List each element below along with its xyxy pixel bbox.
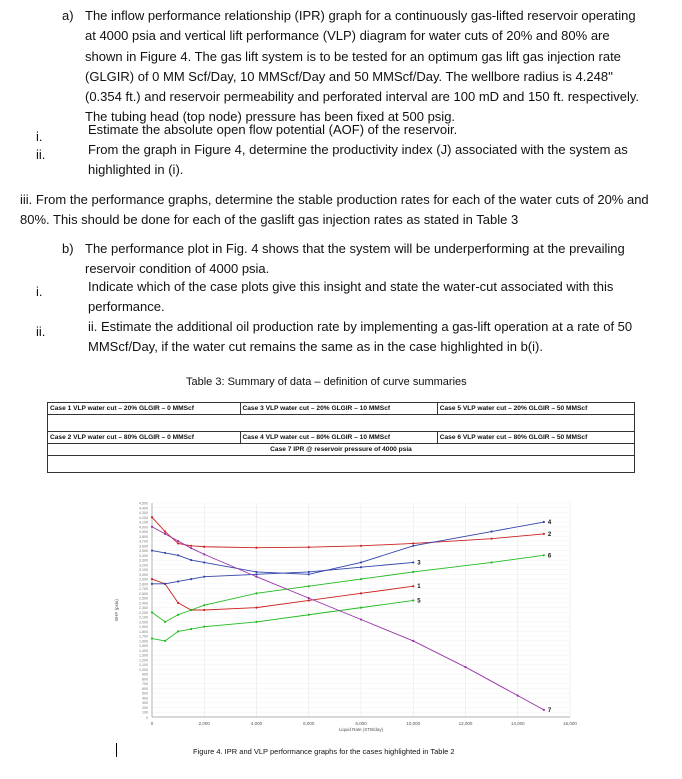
question-b-label: b) (62, 241, 74, 256)
data-point (190, 609, 192, 611)
data-point (360, 592, 362, 594)
data-point (543, 521, 545, 523)
y-tick-label: 1,600 (139, 639, 148, 644)
data-point (255, 576, 257, 578)
table-cell: Case 6 VLP water cut – 80% GLGIR – 50 MMScf (437, 432, 634, 444)
series-label-1: 1 (417, 584, 421, 591)
data-point (360, 618, 362, 620)
data-point (308, 597, 310, 599)
y-tick-label: 3,100 (139, 568, 148, 573)
question-a-iii-text: iii. From the performance graphs, determine the stable production rates for each of the water cuts of 20% and 80%. This should be done for each of the gaslift gas injection rates as stated in Table 3 (20, 192, 649, 228)
data-point (412, 599, 414, 601)
table-cell: Case 4 VLP water cut – 80% GLGIR – 10 MMScf (240, 432, 437, 444)
y-tick-label: 0 (146, 716, 148, 720)
series-label-4: 4 (547, 520, 552, 527)
y-tick-label: 3,900 (139, 530, 148, 535)
y-tick-label: 1,400 (139, 648, 148, 653)
x-axis-label: Liquid Rate (STB/day) (338, 727, 384, 732)
data-point (177, 540, 179, 542)
table-row (48, 456, 635, 473)
y-tick-label: 1,700 (139, 634, 148, 639)
data-point (255, 571, 257, 573)
y-tick-label: 4,500 (139, 501, 148, 506)
data-point (177, 602, 179, 604)
data-point (308, 614, 310, 616)
data-point (151, 549, 153, 551)
series-line-7 (152, 527, 544, 710)
y-tick-label: 1,900 (139, 625, 148, 630)
table-cell: Case 3 VLP water cut – 20% GLGIR – 10 MMScf (240, 403, 437, 415)
data-point (543, 709, 545, 711)
text-cursor (116, 743, 117, 757)
data-point (177, 554, 179, 556)
x-tick-label: 4,000 (250, 721, 263, 726)
y-tick-label: 300 (142, 701, 148, 706)
data-point (190, 559, 192, 561)
data-point (255, 607, 257, 609)
figure-caption: Figure 4. IPR and VLP performance graphs for the cases highlighted in Table 2 (193, 747, 455, 756)
data-point (464, 666, 466, 668)
data-point (190, 547, 192, 549)
question-a-ii-text: From the graph in Figure 4, determine the productivity index (J) associated with the system as highlighted in (i). (88, 142, 628, 178)
data-point (412, 545, 414, 547)
y-tick-label: 2,900 (139, 577, 148, 582)
y-tick-label: 2,400 (139, 601, 148, 606)
table-cell: Case 2 VLP water cut – 80% GLGIR – 0 MMScf (48, 432, 241, 444)
ipr-vlp-chart (110, 495, 580, 735)
data-point (164, 552, 166, 554)
y-tick-label: 200 (142, 705, 148, 710)
table-cell: Case 7 IPR @ reservoir pressure of 4000 psia (48, 444, 635, 456)
y-tick-label: 3,800 (139, 534, 148, 539)
series-label-7: 7 (547, 707, 552, 714)
data-point (203, 546, 205, 548)
data-point (177, 542, 179, 544)
y-tick-label: 2,100 (139, 615, 148, 620)
data-point (412, 640, 414, 642)
y-tick-label: 1,000 (139, 667, 148, 672)
data-point (203, 576, 205, 578)
data-point (543, 533, 545, 535)
question-b-i-text: Indicate which of the case plots give this insight and state the water-cut associated with this performance. (88, 279, 614, 315)
summary-table (47, 402, 635, 473)
series-label-6: 6 (547, 553, 552, 560)
y-tick-label: 4,200 (139, 515, 148, 520)
question-b-i-label: i. (36, 284, 43, 299)
data-point (151, 516, 153, 518)
question-b-text: The performance plot in Fig. 4 shows that the system will be underperforming at the prevailing reservoir condition of 4000 psia. (85, 241, 625, 277)
y-tick-label: 900 (142, 672, 148, 677)
y-tick-label: 3,600 (139, 544, 148, 549)
question-a-ii-label: ii. (36, 147, 46, 162)
table-row (48, 415, 635, 432)
data-point (190, 545, 192, 547)
table-row (48, 432, 635, 444)
y-tick-label: 3,300 (139, 558, 148, 563)
data-point (164, 621, 166, 623)
y-tick-label: 4,400 (139, 506, 148, 511)
data-point (308, 573, 310, 575)
y-tick-label: 2,500 (139, 596, 148, 601)
x-tick-label: 12,000 (458, 721, 473, 726)
data-point (517, 695, 519, 697)
y-tick-label: 400 (142, 696, 148, 701)
data-point (151, 637, 153, 639)
data-point (177, 630, 179, 632)
data-point (203, 553, 205, 555)
data-point (190, 578, 192, 580)
x-tick-label: 14,000 (510, 721, 525, 726)
data-point (412, 561, 414, 563)
question-a-i-text: Estimate the absolute open flow potential (AOF) of the reservoir. (88, 122, 458, 137)
series-label-3: 3 (417, 560, 421, 567)
data-point (203, 626, 205, 628)
data-point (360, 561, 362, 563)
y-tick-label: 800 (142, 677, 148, 682)
data-point (412, 571, 414, 573)
data-point (491, 530, 493, 532)
table-title: Table 3: Summary of data – definition of curve summaries (186, 376, 467, 388)
x-tick-label: 10,000 (406, 721, 421, 726)
data-point (491, 561, 493, 563)
question-a-text: The inflow performance relationship (IPR) graph for a continuously gas-lifted reservoir operating at 4000 psia and vertical lift performance (VLP) diagram for water cuts of 20% and 80% are shown in Figure 4. The gas lift system is to be tested for an optimum gas lift gas injection rate (GLGIR) of 0 MM Scf/Day, 10 MMScf/Day and 50 MMScf/Day. The wellbore radius is 4.248'' (0.354 ft.) and reservoir permeability and perforated interval are 100 mD and 150 ft. respectively. The tubing head (top node) pressure has been fixed at 500 psig. (85, 8, 639, 125)
series-line-4 (152, 522, 544, 574)
data-point (151, 526, 153, 528)
y-tick-label: 600 (142, 686, 148, 691)
data-point (151, 583, 153, 585)
x-tick-label: 0 (150, 721, 154, 726)
x-tick-label: 6,000 (303, 721, 315, 726)
y-tick-label: 2,300 (139, 606, 148, 611)
series-label-5: 5 (417, 598, 421, 605)
y-tick-label: 3,000 (139, 572, 148, 577)
question-a-i-label: i. (36, 129, 43, 144)
data-point (360, 566, 362, 568)
data-point (360, 607, 362, 609)
table-row (48, 403, 635, 415)
y-tick-label: 2,000 (139, 620, 148, 625)
question-b-ii-label: ii. (36, 324, 46, 339)
data-point (164, 533, 166, 535)
data-point (203, 609, 205, 611)
data-point (412, 542, 414, 544)
table-row (48, 444, 635, 456)
y-tick-label: 1,100 (139, 663, 148, 668)
y-tick-label: 500 (142, 691, 148, 696)
y-tick-label: 2,600 (139, 591, 148, 596)
data-point (255, 621, 257, 623)
data-point (255, 573, 257, 575)
y-tick-label: 2,200 (139, 610, 148, 615)
data-point (491, 538, 493, 540)
data-point (308, 599, 310, 601)
x-tick-label: 8,000 (355, 721, 367, 726)
data-point (203, 561, 205, 563)
table-cell: Case 1 VLP water cut – 20% GLGIR – 0 MMScf (48, 403, 241, 415)
y-tick-label: 2,800 (139, 582, 148, 587)
y-tick-label: 1,300 (139, 653, 148, 658)
y-tick-label: 100 (142, 710, 148, 715)
y-tick-label: 3,500 (139, 549, 148, 554)
y-axis-label: BHP (psia) (114, 599, 119, 621)
data-point (360, 545, 362, 547)
table-cell: Case 5 VLP water cut – 20% GLGIR – 50 MMScf (437, 403, 634, 415)
y-tick-label: 3,700 (139, 539, 148, 544)
data-point (177, 580, 179, 582)
y-tick-label: 3,200 (139, 563, 148, 568)
y-tick-label: 1,500 (139, 644, 148, 649)
data-point (308, 546, 310, 548)
y-tick-label: 1,800 (139, 629, 148, 634)
data-point (164, 530, 166, 532)
x-tick-label: 16,000 (563, 721, 577, 726)
y-tick-label: 4,300 (139, 511, 148, 516)
y-tick-label: 2,700 (139, 587, 148, 592)
y-tick-label: 3,400 (139, 553, 148, 558)
data-point (543, 554, 545, 556)
data-point (255, 547, 257, 549)
data-point (255, 592, 257, 594)
data-point (360, 578, 362, 580)
question-b-ii-text: ii. Estimate the additional oil production rate by implementing a gas-lift operation at a rate of 50 MMScf/Day, if the water cut remains the same as in the case highlighted in b(i). (88, 319, 633, 355)
data-point (203, 604, 205, 606)
data-point (164, 583, 166, 585)
series-line-5 (152, 600, 413, 640)
y-tick-label: 4,000 (139, 525, 148, 530)
data-point (308, 585, 310, 587)
data-point (190, 628, 192, 630)
y-tick-label: 4,100 (139, 520, 148, 525)
question-a-label: a) (62, 8, 74, 23)
data-point (308, 571, 310, 573)
data-point (151, 611, 153, 613)
data-point (177, 614, 179, 616)
series-label-2: 2 (547, 531, 552, 538)
y-tick-label: 1,200 (139, 658, 148, 663)
y-tick-label: 700 (142, 682, 148, 687)
x-tick-label: 2,000 (198, 721, 210, 726)
data-point (412, 585, 414, 587)
data-point (151, 578, 153, 580)
data-point (164, 640, 166, 642)
